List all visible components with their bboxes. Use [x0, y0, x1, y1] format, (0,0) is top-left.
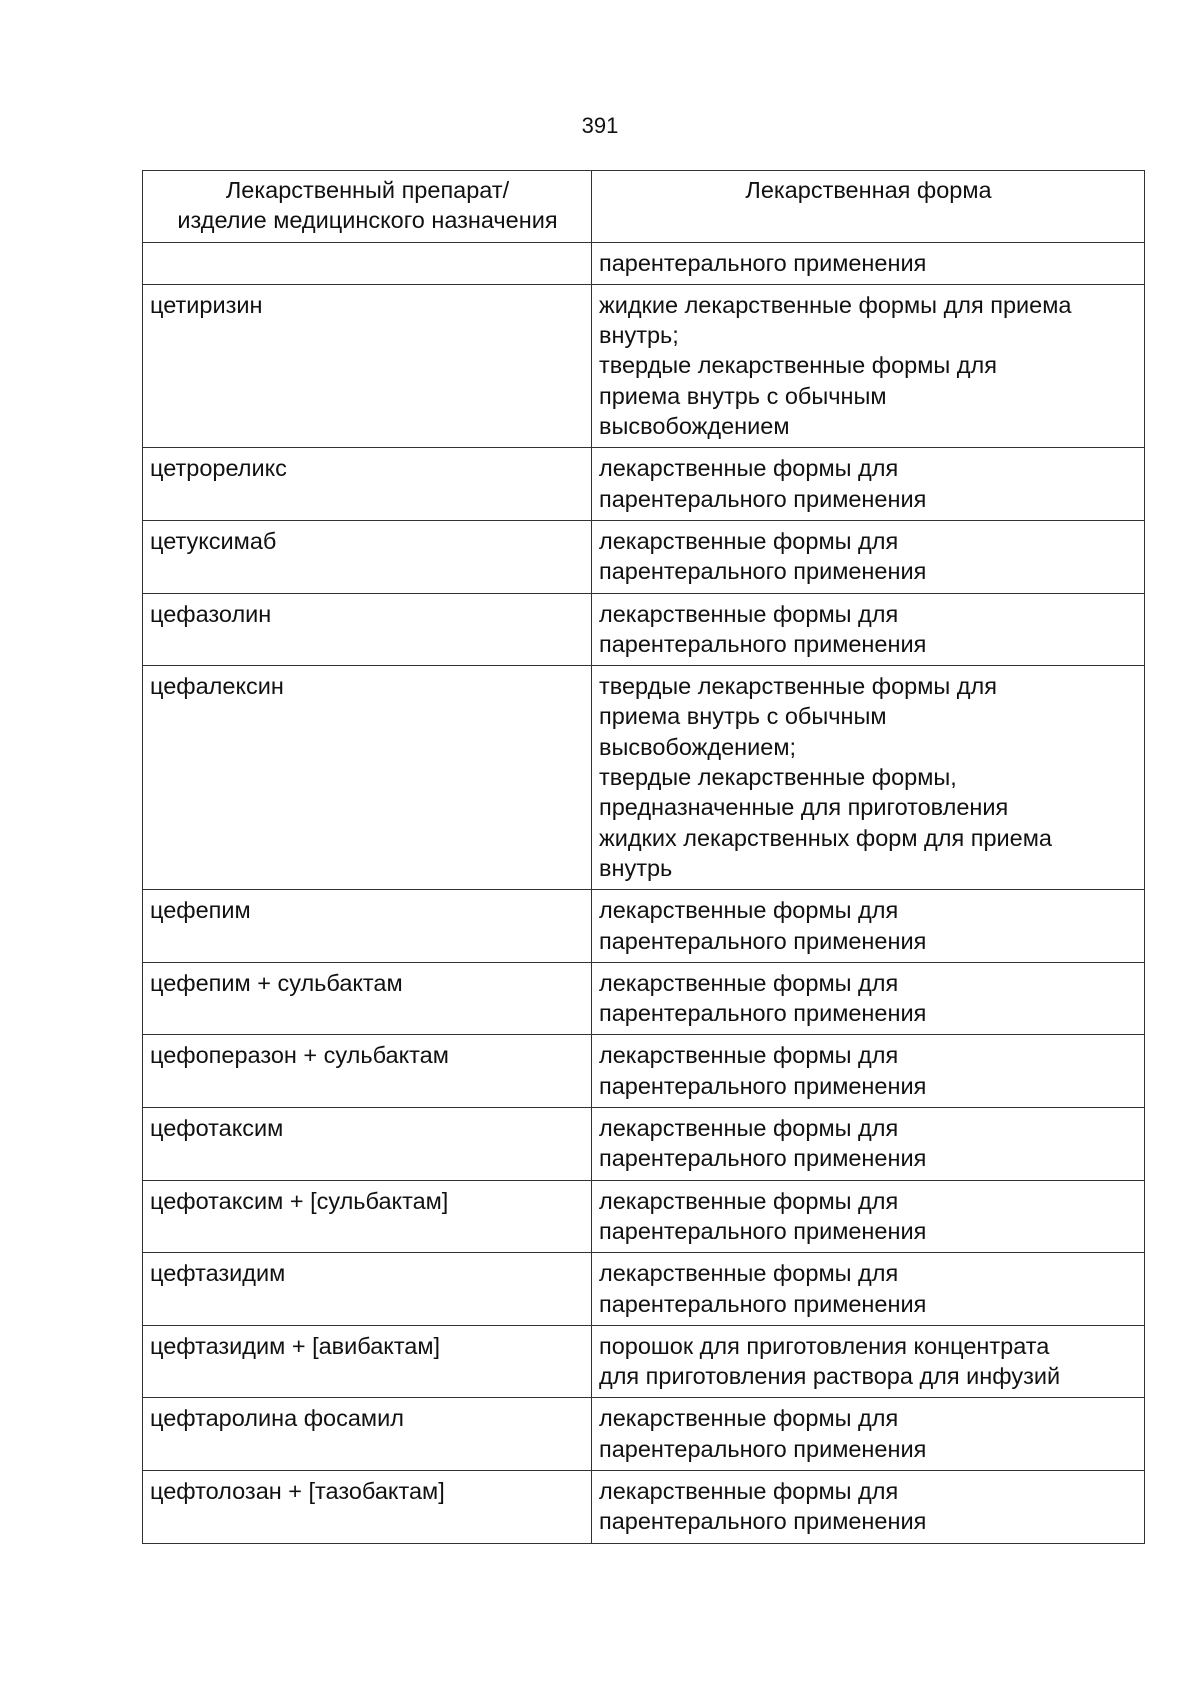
drug-cell: цефотаксим	[143, 1108, 592, 1181]
dosage-form-cell: лекарственные формы для парентерального применения	[592, 520, 1145, 593]
table-row	[143, 593, 1145, 666]
dosage-form-cell: лекарственные формы для парентерального применения	[592, 1108, 1145, 1181]
dosage-form-cell: лекарственные формы для парентерального применения	[592, 593, 1145, 666]
drug-cell: цефтазидим + [авибактам]	[143, 1325, 592, 1398]
dosage-form-cell: лекарственные формы для парентерального применения	[592, 1398, 1145, 1471]
drug-cell: цетрореликс	[143, 448, 592, 521]
dosage-form-cell: лекарственные формы для парентерального применения	[592, 1470, 1145, 1543]
header-dosage-form: Лекарственная форма	[592, 171, 1145, 243]
drug-cell: цетуксимаб	[143, 520, 592, 593]
table-row	[143, 1108, 1145, 1181]
table-row	[143, 242, 1145, 284]
page-number: 391	[581, 113, 619, 138]
drug-cell: цефтазидим	[143, 1253, 592, 1326]
table-row	[143, 448, 1145, 521]
table-row	[143, 890, 1145, 963]
table-row	[143, 1180, 1145, 1253]
dosage-form-cell: лекарственные формы для парентерального применения	[592, 962, 1145, 1035]
drug-cell: цефтолозан + [тазобактам]	[143, 1470, 592, 1543]
dosage-form-cell: твердые лекарственные формы для приема внутрь с обычным высвобождением; твердые лекарственные формы, предназначенные для приготовления жидких лекарственных форм для приема внутрь	[592, 666, 1145, 890]
dosage-form-cell: парентерального применения	[592, 242, 1145, 284]
table-header-row	[143, 171, 1145, 243]
drug-cell: цефепим + сульбактам	[143, 962, 592, 1035]
table-row	[143, 1325, 1145, 1398]
drug-cell: цефотаксим + [сульбактам]	[143, 1180, 592, 1253]
dosage-form-cell: лекарственные формы для парентерального применения	[592, 1253, 1145, 1326]
table-row	[143, 1253, 1145, 1326]
drug-cell: цефепим	[143, 890, 592, 963]
table-row	[143, 1470, 1145, 1543]
header-drug: Лекарственный препарат/ изделие медицинского назначения	[143, 171, 592, 243]
drug-cell: цефалексин	[143, 666, 592, 890]
table-row	[143, 1035, 1145, 1108]
drug-cell: цефоперазон + сульбактам	[143, 1035, 592, 1108]
table-row	[143, 284, 1145, 447]
table-row	[143, 1398, 1145, 1471]
dosage-form-cell: порошок для приготовления концентрата для приготовления раствора для инфузий	[592, 1325, 1145, 1398]
drug-cell: цетиризин	[143, 284, 592, 447]
drug-cell: цефтаролина фосамил	[143, 1398, 592, 1471]
dosage-form-cell: лекарственные формы для парентерального применения	[592, 448, 1145, 521]
dosage-form-cell: жидкие лекарственные формы для приема внутрь; твердые лекарственные формы для приема внутрь с обычным высвобождением	[592, 284, 1145, 447]
table-row	[143, 666, 1145, 890]
drug-table	[142, 170, 1145, 1544]
dosage-form-cell: лекарственные формы для парентерального применения	[592, 890, 1145, 963]
dosage-form-cell: лекарственные формы для парентерального применения	[592, 1035, 1145, 1108]
drug-cell: цефазолин	[143, 593, 592, 666]
drug-cell	[143, 242, 592, 284]
table-row	[143, 962, 1145, 1035]
dosage-form-cell: лекарственные формы для парентерального применения	[592, 1180, 1145, 1253]
table-row	[143, 520, 1145, 593]
